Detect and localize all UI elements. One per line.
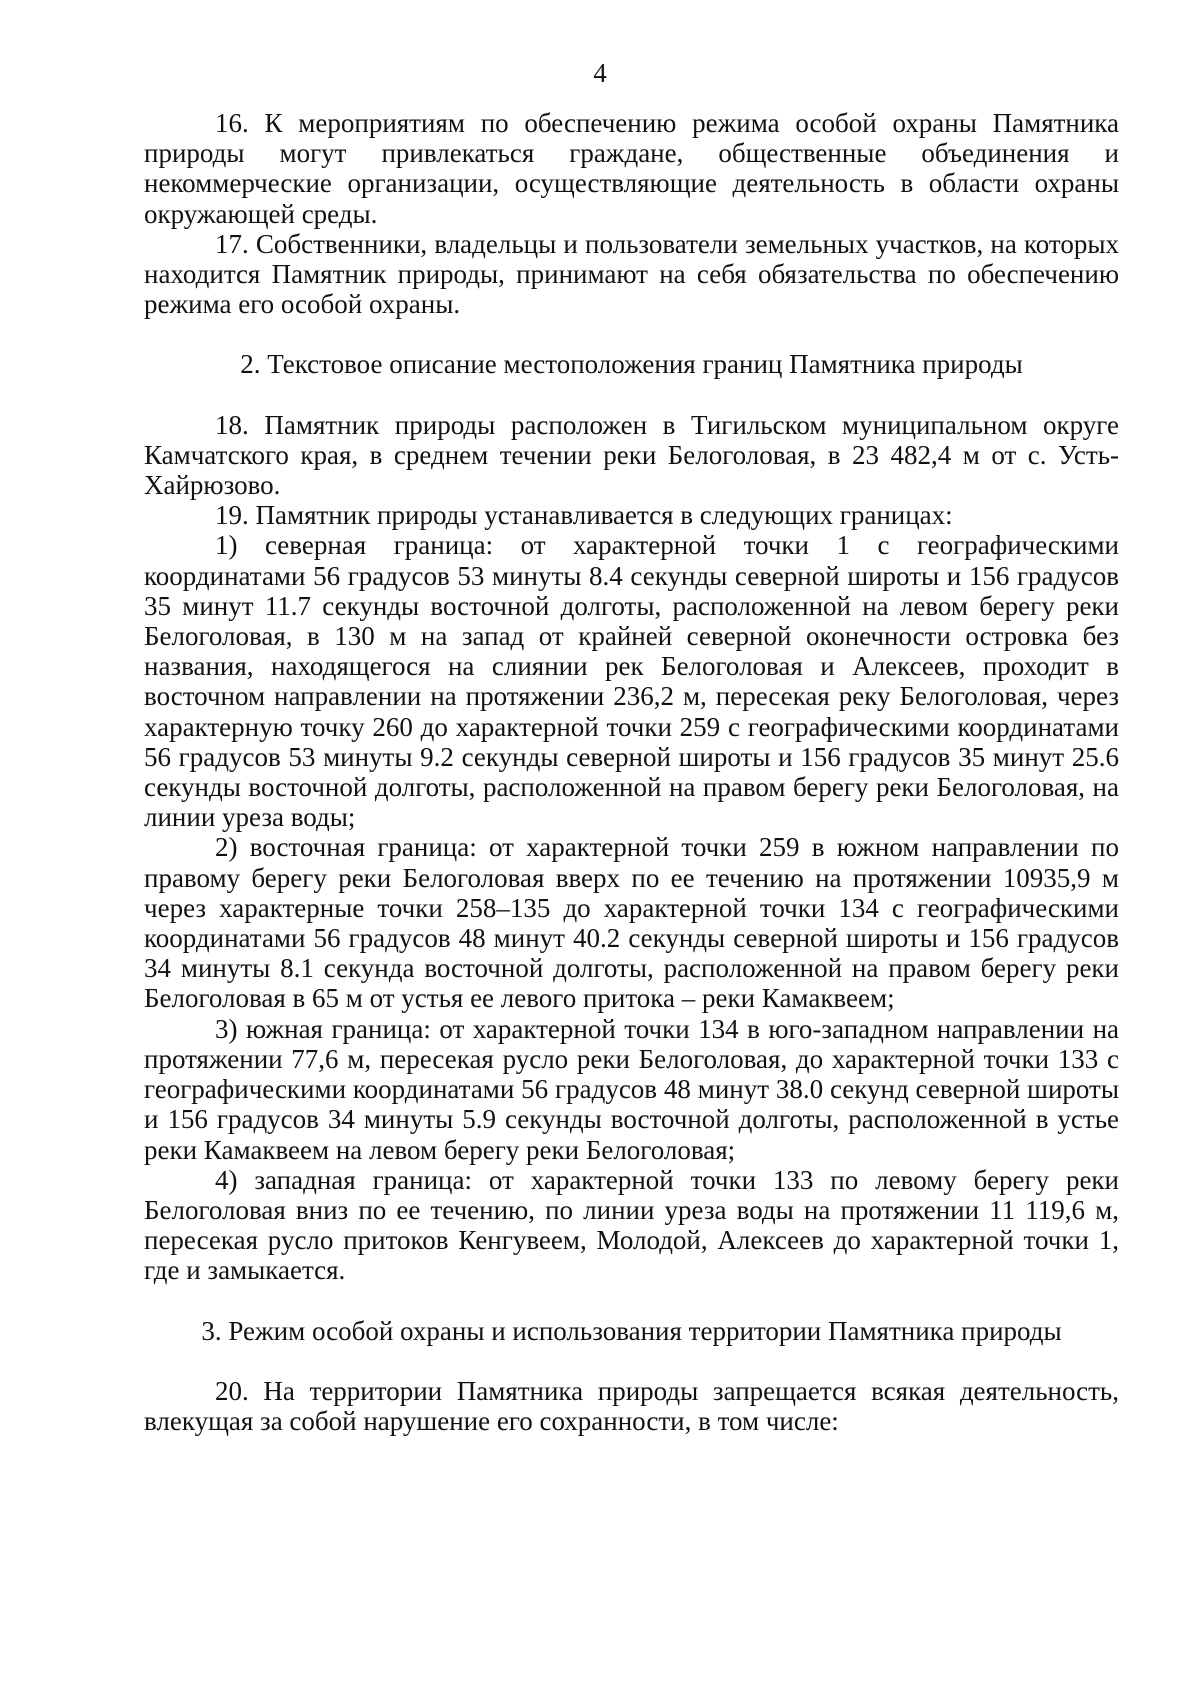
section-2-heading: 2. Текстовое описание местоположения границ Памятника природы xyxy=(240,349,1023,380)
eastern-boundary: 2) восточная граница: от характерной точки 259 в южном направлении по правому берегу реки Белоголовая вверх по ее течению на протяжении 10935,9 м через характерные точки 258–135 до характерной точки 134 с географическими координатами 56 градусов 48 минут 40.2 секунды северной широты и 156 градусов 34 минуты 8.1 секунда восточной долготы, расположенной на правом берегу реки Белоголовая в 65 м от устья ее левого притока – реки Камаквеем; xyxy=(144,832,1119,1014)
paragraph-19: 19. Памятник природы устанавливается в следующих границах: xyxy=(215,500,953,531)
southern-boundary: 3) южная граница: от характерной точки 134 в юго-западном направлении на протяжении 77,6 м, пересекая русло реки Белоголовая, до характерной точки 133 с географическими координатами 56 градусов 48 минут 38.0 секунд северной широты и 156 градусов 34 минуты 5.9 секунды восточной долготы, расположенной в устье реки Камаквеем на левом берегу реки Белоголовая; xyxy=(144,1013,1119,1165)
page-number: 4 xyxy=(593,58,607,88)
paragraph-16: 16. К мероприятиям по обеспечению режима особой охраны Памятника природы могут привлекаться граждане, общественные объединения и некоммерческие организации, осуществляющие деятельность в области охраны окружающей среды. xyxy=(144,108,1119,229)
section-3-heading: 3. Режим особой охраны и использования территории Памятника природы xyxy=(201,1315,1062,1346)
paragraph-18: 18. Памятник природы расположен в Тигильском муниципальном округе Камчатского края, в среднем течении реки Белоголовая, в 23 482,4 м от с. Усть-Хайрюзово. xyxy=(144,409,1119,501)
document-body xyxy=(144,108,1119,1436)
western-boundary: 4) западная граница: от характерной точки 133 по левому берегу реки Белоголовая вниз по ее течению, по линии уреза воды на протяжении 11 119,6 м, пересекая русло притоков Кенгувеем, Молодой, Алексеев до характерной точки 1, где и замыкается. xyxy=(144,1164,1119,1286)
paragraph-17: 17. Собственники, владельцы и пользователи земельных участков, на которых находится Памятник природы, принимают на себя обязательства по обеспечению режима его особой охраны. xyxy=(144,228,1119,320)
paragraph-20: 20. На территории Памятника природы запрещается всякая деятельность, влекущая за собой нарушение его сохранности, в том числе: xyxy=(144,1375,1119,1436)
northern-boundary: 1) северная граница: от характерной точки 1 с географическими координатами 56 градусов 53 минуты 8.4 секунды северной широты и 156 градусов 35 минут 11.7 секунды восточной долготы, расположенной на левом берегу реки Белоголовая, в 130 м на запад от крайней северной оконечности островка без названия, находящегося на слиянии рек Белоголовая и Алексеев, проходит в восточном направлении на протяжении 236,2 м, пересекая реку Белоголовая, через характерную точку 260 до характерной точки 259 с географическими координатами 56 градусов 53 минуты 9.2 секунды северной широты и 156 градусов 35 минут 25.6 секунды восточной долготы, расположенной на правом берегу реки Белоголовая, на линии уреза воды; xyxy=(144,530,1119,833)
